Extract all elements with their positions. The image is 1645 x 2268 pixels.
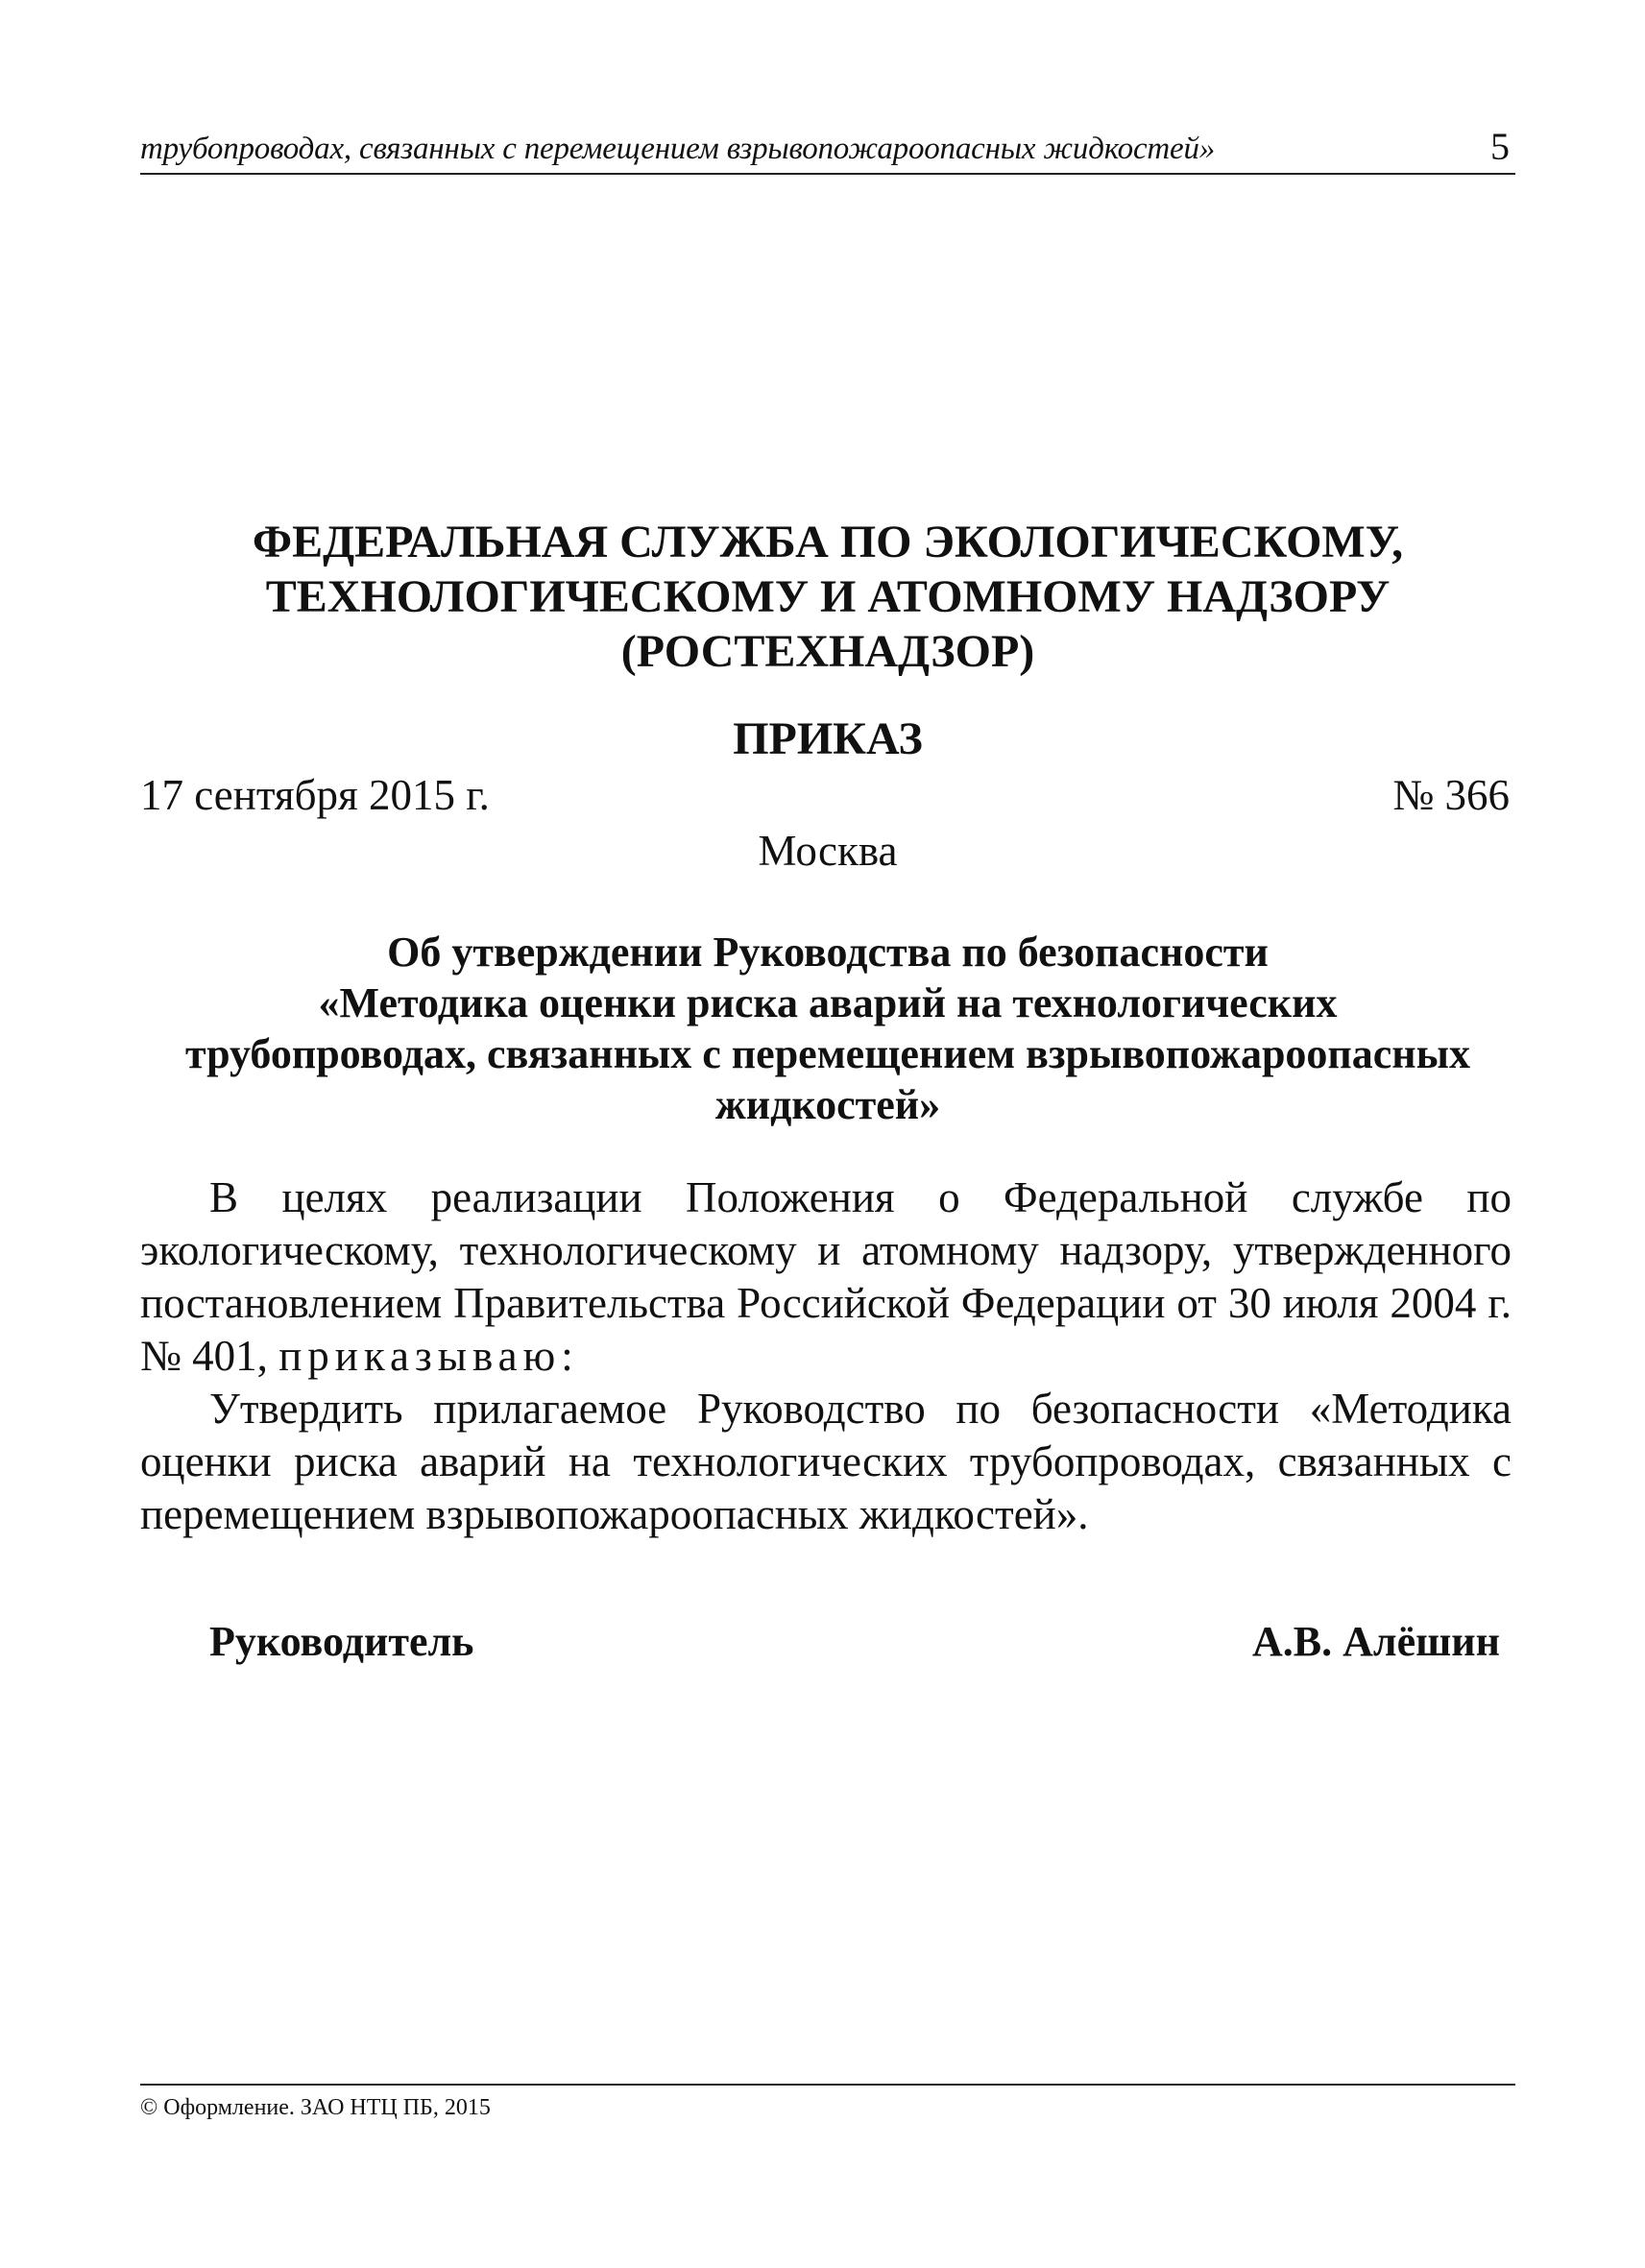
agency-name	[140, 515, 1515, 679]
order-date-number-line	[140, 768, 1515, 826]
order-number: № 366	[1392, 771, 1510, 819]
order-body	[140, 1171, 1512, 1541]
order-subject	[140, 927, 1515, 1130]
running-title: трубопроводах, связанных с перемещением взрывопожароопасных жидкостей»	[140, 132, 1216, 166]
copyright-text: © Оформление. ЗАО НТЦ ПБ, 2015	[140, 2095, 491, 2120]
page-footer	[140, 2084, 1515, 2121]
agency-line: (РОСТЕХНАДЗОР)	[620, 626, 1035, 677]
subject-line: трубопроводах, связанных с перемещением взрывопожароопасных	[184, 1030, 1471, 1077]
command-word: приказываю:	[278, 1332, 579, 1380]
subject-line: Об утверждении Руководства по безопасности	[387, 929, 1269, 976]
order-date: 17 сентября 2015 г.	[140, 771, 490, 819]
preamble-paragraph	[140, 1171, 1512, 1383]
agency-line: ТЕХНОЛОГИЧЕСКОМУ И АТОМНОМУ НАДЗОРУ	[265, 571, 1391, 622]
page-number: 5	[1490, 125, 1510, 168]
subject-line: «Методика оценки риска аварий на технологических	[318, 979, 1338, 1026]
order-city: Москва	[758, 827, 898, 875]
signature-block	[209, 1615, 1500, 1673]
signer-role: Руководитель	[209, 1618, 474, 1665]
resolution-paragraph: Утвердить прилагаемое Руководство по безопасности «Методика оценки риска аварий на технологических трубопроводах, связанных с перемещением взрывопожароопасных жидкостей».	[140, 1385, 1512, 1538]
agency-line: ФЕДЕРАЛЬНАЯ СЛУЖБА ПО ЭКОЛОГИЧЕСКОМУ,	[252, 517, 1404, 567]
subject-line: жидкостей»	[714, 1081, 941, 1128]
order-title: ПРИКАЗ	[733, 713, 923, 764]
preamble-text: В целях реализации Положения о Федеральной службе по экологическому, технологическому и атомному надзору, утвержденного постановлением Правительства Российской Федерации от 30 июля 2004 г. № 401,	[140, 1173, 1512, 1380]
signer-name: А.В. Алёшин	[1252, 1618, 1500, 1665]
running-header	[140, 123, 1515, 175]
